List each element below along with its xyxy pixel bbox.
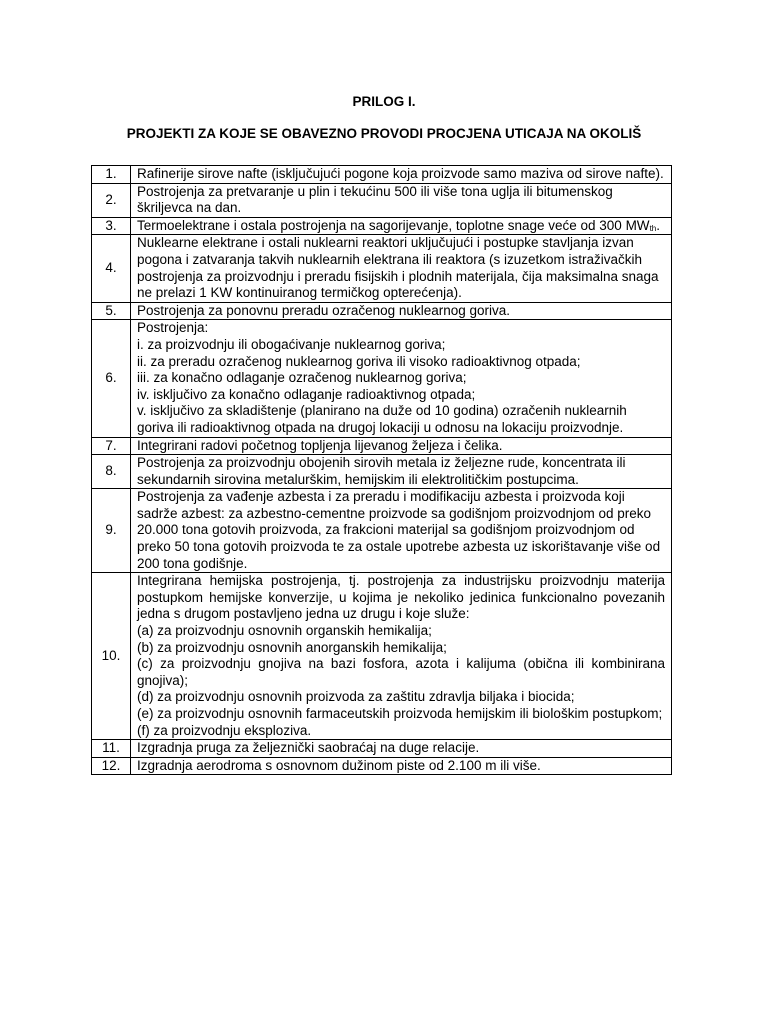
row-description	[131, 455, 672, 489]
row-description	[131, 437, 672, 455]
description-line: (f) za proizvodnju eksploziva.	[137, 722, 312, 738]
row-description	[131, 302, 672, 320]
description-line: Izgradnja aerodroma s osnovnom dužinom piste od 2.100 m ili više.	[137, 757, 541, 773]
row-number: 6.	[92, 320, 131, 437]
row-number: 5.	[92, 302, 131, 320]
table-row	[92, 183, 672, 217]
description-line: v. isključivo za skladištenje (planirano na duže od 10 godina) ozračenih nuklearnih goriva ili radioaktivnog otpada na drugoj lokaciji u odnosu na lokaciju proizvodnje.	[137, 403, 627, 435]
row-number: 4.	[92, 235, 131, 302]
description-line: i. za proizvodnju ili obogaćivanje nuklearnog goriva;	[137, 336, 446, 352]
description-line: (e) za proizvodnju osnovnih farmaceutskih proizvoda hemijskim ili biološkim postupkom;	[137, 706, 663, 721]
description-line: ii. za preradu ozračenog nuklearnog goriva ili visoko radioaktivnog otpada;	[137, 353, 581, 369]
description-line: Nuklearne elektrane i ostali nuklearni reaktori uključujući i postupke stavljanja izvan pogona i zatvaranja takvih nuklearnih elektrana ili reaktora (s izuzetkom istraživačkih postrojenja za proizvodnju i preradu fisijskih i plodnih materijala, čija maksimalna snaga ne prelazi 1 KW kontinuiranog termičkog opterećenja).	[137, 235, 659, 301]
table-row	[92, 235, 672, 302]
description-line: (a) za proizvodnju osnovnih organskih hemikalija;	[137, 623, 432, 639]
unit-subscript: th	[649, 223, 657, 233]
description-line: Integrirana hemijska postrojenja, tj. postrojenja za industrijsku proizvodnju materija postupkom hemijske konverzije, u kojima je nekoliko jedinica funkcionalno povezanih jedna s drugom postavljeno jedna uz drugu i koje služe:	[137, 573, 665, 622]
row-number: 1.	[92, 166, 131, 184]
row-description	[131, 740, 672, 758]
description-line: Postrojenja za pretvaranje u plin i tekućinu 500 ili više tona uglja ili bitumenskog škriljevca na dan.	[137, 183, 613, 216]
table-row	[92, 757, 672, 775]
table-row	[92, 573, 672, 740]
row-description	[131, 166, 672, 184]
row-number: 2.	[92, 183, 131, 217]
row-description	[131, 320, 672, 437]
projects-table	[91, 165, 672, 775]
row-description	[131, 757, 672, 775]
row-number: 9.	[92, 489, 131, 573]
description-line: Postrojenja:	[137, 320, 209, 336]
table-row	[92, 217, 672, 235]
row-number: 8.	[92, 455, 131, 489]
table-row	[92, 740, 672, 758]
description-line: Postrojenja za proizvodnju obojenih sirovih metala iz željezne rude, koncentrata ili sekundarnih sirovina metalurškim, hemijskim ili elektrolitičkim postupcima.	[137, 455, 626, 487]
table-row	[92, 455, 672, 489]
description-line: (d) za proizvodnju osnovnih proizvoda za zaštitu zdravlja biljaka i biocida;	[137, 689, 575, 705]
description-line: iii. za konačno odlaganje ozračenog nuklearnog goriva;	[137, 370, 467, 386]
description-line: Postrojenja za vađenje azbesta i za preradu i modifikaciju azbesta i proizvoda koji sadrže azbest: za azbestno-cementne proizvode sa godišnjom proizvodnjom od preko 20.000 tona gotovih proizvoda, za frakcioni materijal sa godišnjom proizvodnjom od preko 50 tona gotovih proizvoda te za ostale upotrebe azbesta uz iskorištavanje više od 200 tona godišnje.	[137, 489, 661, 571]
row-description	[131, 183, 672, 217]
row-number: 7.	[92, 437, 131, 455]
description-line: (c) za proizvodnju gnojiva na bazi fosfora, azota i kalijuma (obična ili kombinirana gnojiva);	[137, 656, 665, 688]
table-row	[92, 166, 672, 184]
row-number: 11.	[92, 740, 131, 758]
annex-heading: PRILOG I.	[352, 94, 416, 109]
table-row	[92, 302, 672, 320]
row-number: 10.	[92, 573, 131, 740]
row-description	[131, 573, 672, 740]
description-line: Rafinerije sirove nafte (isključujući pogone koja proizvode samo maziva od sirove nafte).	[137, 166, 664, 181]
table-row	[92, 320, 672, 437]
annex-subheading: PROJEKTI ZA KOJE SE OBAVEZNO PROVODI PROCJENA UTICAJA NA OKOLIŠ	[126, 126, 642, 141]
table-row	[92, 489, 672, 573]
row-number: 12.	[92, 757, 131, 775]
table-row	[92, 437, 672, 455]
description-line: (b) za proizvodnju osnovnih anorganskih hemikalija;	[137, 639, 447, 655]
row-description	[131, 235, 672, 302]
description-line: iv. isključivo za konačno odlaganje radioaktivnog otpada;	[137, 386, 476, 402]
description-line: Izgradnja pruga za željeznički saobraćaj na duge relacije.	[137, 740, 480, 756]
description-line: Integrirani radovi početnog topljenja lijevanog željeza i čelika.	[137, 437, 503, 453]
row-number: 3.	[92, 217, 131, 235]
row-description	[131, 217, 672, 235]
description-line: Termoelektrane i ostala postrojenja na sagorijevanje, toplotne snage veće od 300 $MW_{th}$.	[137, 217, 660, 233]
description-line: Postrojenja za ponovnu preradu ozračenog nuklearnog goriva.	[137, 302, 510, 318]
row-description	[131, 489, 672, 573]
